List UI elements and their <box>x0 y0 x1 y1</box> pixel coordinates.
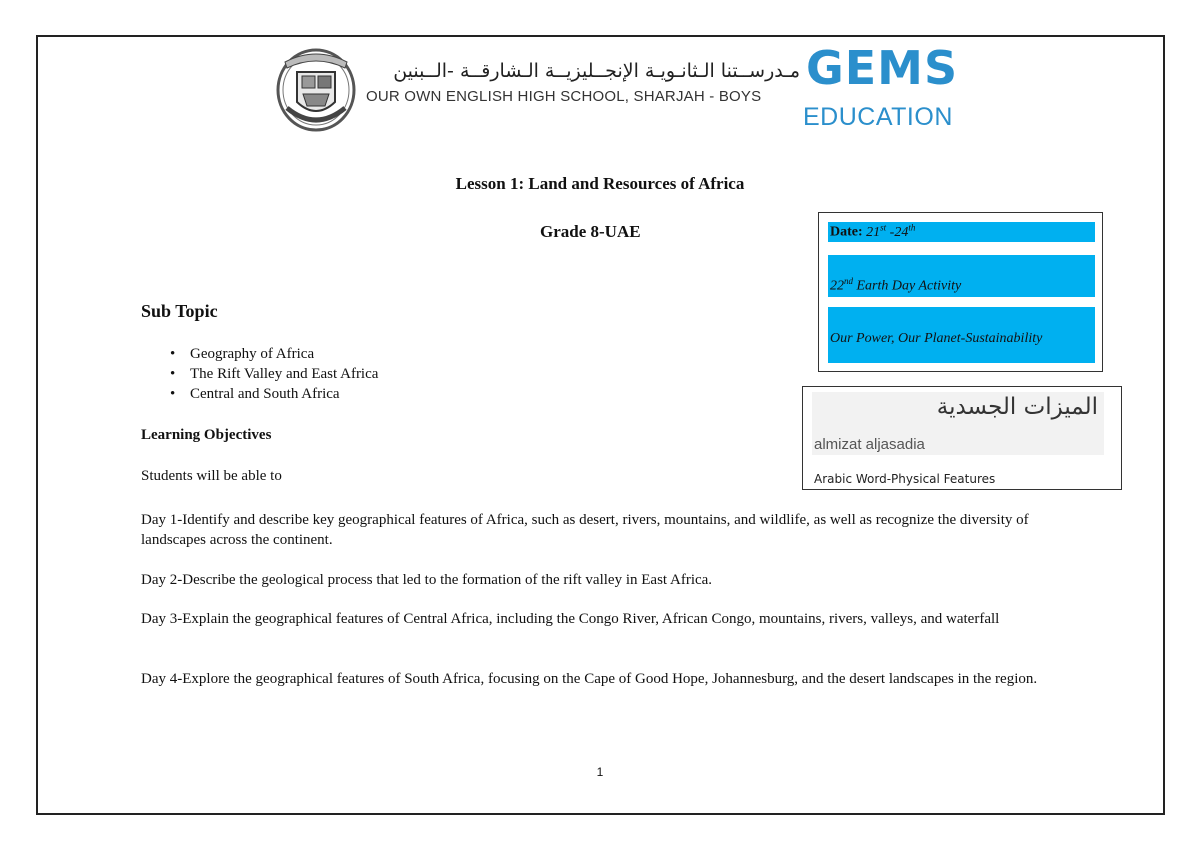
objective-day-2: Day 2-Describe the geological process that led to the formation of the rift valley in East Africa. <box>141 572 713 588</box>
list-item: • The Rift Valley and East Africa <box>162 364 378 384</box>
date-label: Date: <box>830 224 863 240</box>
date-value: 21st -24th <box>866 222 916 240</box>
lesson-title: Lesson 1: Land and Resources of Africa <box>455 174 745 193</box>
sub-topic-list <box>162 344 378 404</box>
objective-day-3: Day 3-Explain the geographical features of Central Africa, including the Congo River, African Congo, mountains, rivers, valleys, and waterfall <box>141 611 1000 627</box>
arabic-transliteration: almizat aljasadia <box>814 436 925 453</box>
list-item: • Geography of Africa <box>162 344 378 364</box>
date-line <box>830 222 915 241</box>
gems-logo-text: GEMS <box>806 41 959 95</box>
sustainability-theme: Our Power, Our Planet-Sustainability <box>830 331 1043 346</box>
page-number: 1 <box>596 765 604 779</box>
learning-objectives-heading: Learning Objectives <box>141 427 272 443</box>
objectives-intro: Students will be able to <box>141 468 282 484</box>
school-name-english: OUR OWN ENGLISH HIGH SCHOOL, SHARJAH - BOYS <box>366 88 762 105</box>
school-crest-logo <box>275 44 357 132</box>
arabic-word-caption: Arabic Word-Physical Features <box>814 472 996 486</box>
school-name-arabic: مـدرســتنا الـثانـويـة الإنجــليزيــة الـشارقــة -الــبنين <box>393 60 800 82</box>
arabic-word: الميزات الجسدية <box>936 394 1098 420</box>
objective-day-4: Day 4-Explore the geographical features of South Africa, focusing on the Cape of Good Hope, Johannesburg, and the desert landscapes in the region. <box>141 671 1038 687</box>
sub-topic-heading: Sub Topic <box>141 301 218 321</box>
education-logo-text: EDUCATION <box>803 103 953 131</box>
list-item: • Central and South Africa <box>162 384 378 404</box>
earth-day-activity: 22nd Earth Day Activity <box>830 276 962 294</box>
objective-day-1: Day 1-Identify and describe key geographical features of Africa, such as desert, rivers, mountains, and wildlife, as well as recognize the diversity of landscapes across the continent. <box>141 512 1029 548</box>
grade-label: Grade 8-UAE <box>540 222 641 241</box>
